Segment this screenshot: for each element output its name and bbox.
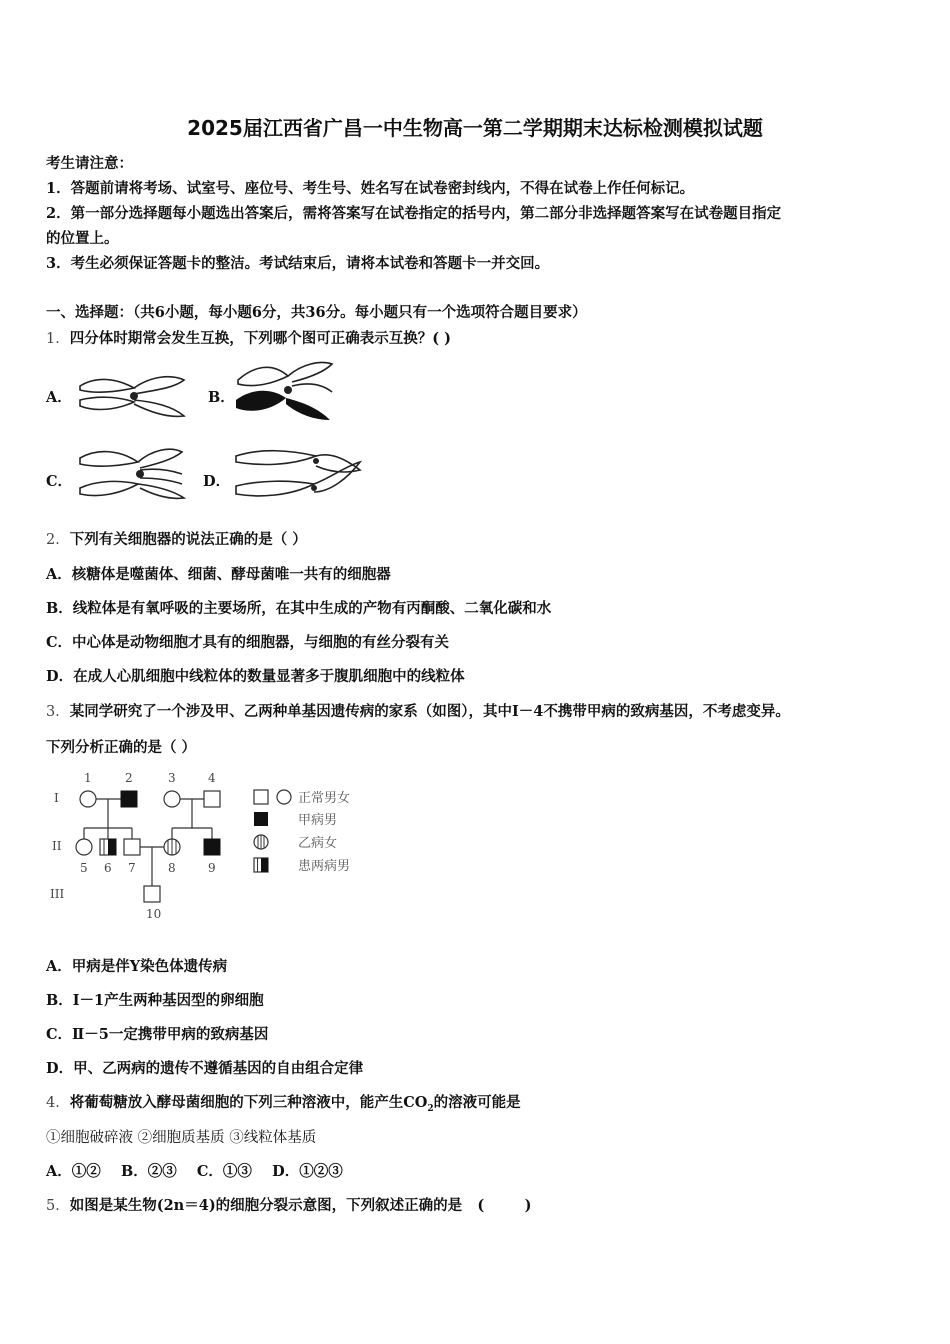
individual-II-7 <box>124 839 140 855</box>
chromosome-figure-c <box>76 444 188 502</box>
q2-option-c: C．中心体是动物细胞才具有的细胞器，与细胞的有丝分裂有关 <box>46 634 450 651</box>
question-5 <box>46 1194 531 1215</box>
notice-item: 3．考生必须保证答题卡的整洁。考试结束后，请将本试卷和答题卡一并交回。 <box>46 255 550 272</box>
individual-I-1 <box>80 791 96 807</box>
q1-option-d-label: D． <box>203 473 231 490</box>
individual-number: 3 <box>168 771 176 785</box>
legend-normal-female-icon <box>277 790 291 804</box>
legend-label: 乙病女 <box>298 836 338 851</box>
q1-option-b-label: B． <box>208 389 235 406</box>
q1-option-c-label: C． <box>46 473 73 490</box>
q2-option-d: D．在成人心肌细胞中线粒体的数量显著多于腹肌细胞中的线粒体 <box>46 668 465 685</box>
notice-item: 2．第一部分选择题每小题选出答案后，需将答案写在试卷指定的括号内，第二部分非选择题答案写在试卷题目指定 <box>46 205 782 222</box>
question-1 <box>46 327 451 348</box>
q3-option-d: D．甲、乙两病的遗传不遵循基因的自由组合定律 <box>46 1060 364 1077</box>
generation-label: III <box>50 887 65 901</box>
q3-option-c: C．Ⅱ－5一定携带甲病的致病基因 <box>46 1026 269 1043</box>
individual-number: 6 <box>104 861 112 875</box>
section-heading: 一、选择题：（共6小题，每小题6分，共36分。每小题只有一个选项符合题目要求） <box>46 304 587 321</box>
notice-item: 的位置上。 <box>46 230 119 247</box>
question-number: 2． <box>46 532 70 548</box>
subscript: 2 <box>427 1103 434 1114</box>
notice-heading: 考生请注意： <box>46 155 133 172</box>
individual-number: 2 <box>125 771 133 785</box>
question-stem: 将葡萄糖放入酵母菌细胞的下列三种溶液中，能产生CO <box>69 1094 428 1111</box>
question-3 <box>46 700 790 721</box>
question-3-stem-continued: 下列分析正确的是（ ） <box>46 739 197 756</box>
question-stem: 某同学研究了一个涉及甲、乙两种单基因遗传病的家系（如图），其中Ⅰ－4不携带甲病的致病基因，不考虑变异。 <box>69 703 790 720</box>
legend-label: 患两病男 <box>298 859 351 874</box>
individual-III-10 <box>144 886 160 902</box>
individual-I-3 <box>164 791 180 807</box>
individual-I-4 <box>204 791 220 807</box>
individual-II-5 <box>76 839 92 855</box>
individual-number: 4 <box>208 771 216 785</box>
chromosome-figure-d <box>230 444 366 500</box>
individual-II-9 <box>204 839 220 855</box>
individual-number: 7 <box>128 861 136 875</box>
chromosome-figure-b <box>232 358 337 424</box>
question-stem-end: 的溶液可能是 <box>433 1094 521 1111</box>
generation-label: I <box>54 791 59 805</box>
question-stem: 四分体时期常会发生互换，下列哪个图可正确表示互换？( ) <box>69 330 452 347</box>
legend-disease-a-male-icon <box>254 812 268 826</box>
generation-label: II <box>52 839 62 853</box>
q4-options: A．①② B．②③ C．①③ D．①②③ <box>46 1163 343 1180</box>
individual-I-2 <box>121 791 137 807</box>
pedigree-chart <box>46 768 366 928</box>
legend-label: 正常男女 <box>298 791 351 806</box>
q2-option-b: B．线粒体是有氧呼吸的主要场所，在其中生成的产物有丙酮酸、二氧化碳和水 <box>46 600 552 617</box>
individual-number: 1 <box>84 771 92 785</box>
question-number: 5． <box>46 1198 70 1214</box>
q3-option-b: B．Ⅰ－1产生两种基因型的卵细胞 <box>46 992 264 1009</box>
individual-number: 8 <box>168 861 176 875</box>
q4-items: ①细胞破碎液 ②细胞质基质 ③线粒体基质 <box>46 1130 317 1146</box>
question-stem: 下列有关细胞器的说法正确的是（ ） <box>69 531 307 548</box>
q3-option-a: A．甲病是伴Y染色体遗传病 <box>46 958 228 975</box>
question-number: 3． <box>46 704 70 720</box>
question-2 <box>46 528 307 549</box>
page-title: 2025届江西省广昌一中生物高一第二学期期末达标检测模拟试题 <box>187 116 763 140</box>
chromosome-figure-a <box>76 372 188 422</box>
q2-option-a: A．核糖体是噬菌体、细菌、酵母菌唯一共有的细胞器 <box>46 566 391 583</box>
question-stem: 如图是某生物(2n＝4)的细胞分裂示意图，下列叙述正确的是 ( ) <box>69 1197 532 1214</box>
legend-label: 甲病男 <box>298 813 338 828</box>
individual-number: 5 <box>80 861 88 875</box>
question-number: 1． <box>46 331 70 347</box>
individual-number: 9 <box>208 861 216 875</box>
q1-option-a-label: A． <box>46 389 72 406</box>
legend-normal-male-icon <box>254 790 268 804</box>
question-4 <box>46 1091 521 1114</box>
question-number: 4． <box>46 1095 70 1111</box>
individual-number: 10 <box>146 907 162 921</box>
notice-item: 1．答题前请将考场、试室号、座位号、考生号、姓名写在试卷密封线内，不得在试卷上作任何标记。 <box>46 180 695 197</box>
